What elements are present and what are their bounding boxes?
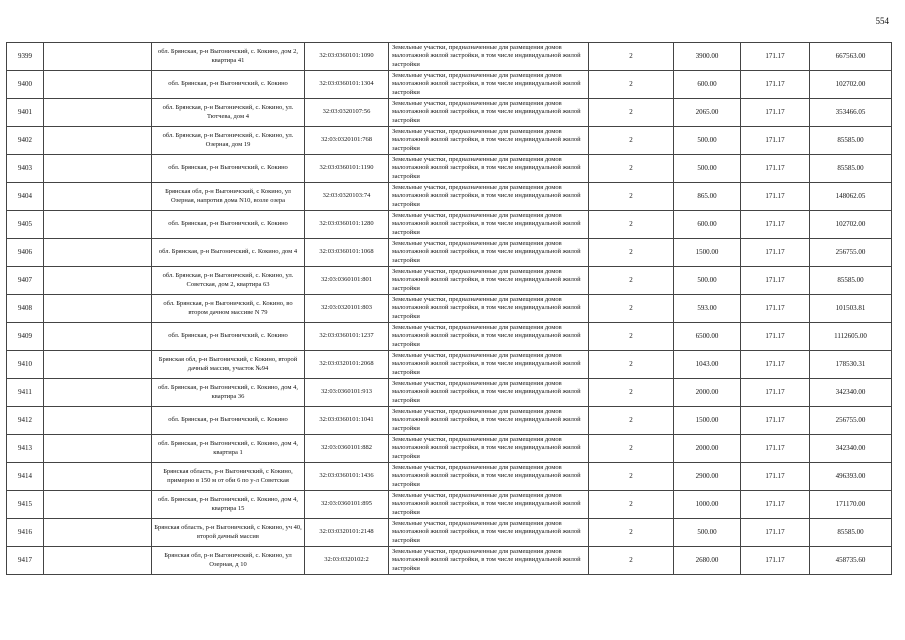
blank-cell <box>44 379 152 407</box>
cadastral-value-cell: 102702.00 <box>810 71 892 99</box>
area-cell: 865.00 <box>674 183 741 211</box>
table-row <box>7 71 892 99</box>
blank-cell <box>44 239 152 267</box>
address-cell: обл. Брянская, р-н Выгоничский, с. Кокино, дом 4, квартира 1 <box>152 435 305 463</box>
category-cell: 2 <box>589 99 674 127</box>
area-cell: 600.00 <box>674 71 741 99</box>
blank-cell <box>44 323 152 351</box>
land-use-cell: Земельные участки, предназначенные для размещения домов малоэтажной жилой застройки, в том числе индивидуальной жилой застройки <box>389 71 589 99</box>
cadastral-number-cell: 32:03:0320107:56 <box>305 99 389 127</box>
category-cell: 2 <box>589 183 674 211</box>
area-cell: 500.00 <box>674 519 741 547</box>
area-cell: 1500.00 <box>674 239 741 267</box>
address-cell: обл. Брянская, р-н Выгоничский, с. Кокино, ул. Советская, дом 2, квартира 63 <box>152 267 305 295</box>
address-cell: обл. Брянская, р-н Выгоничский, с. Кокино <box>152 323 305 351</box>
unit-price-cell: 171.17 <box>741 379 810 407</box>
cadastral-number-cell: 32:03:0320101:2148 <box>305 519 389 547</box>
land-use-cell: Земельные участки, предназначенные для размещения домов малоэтажной жилой застройки, в том числе индивидуальной жилой застройки <box>389 267 589 295</box>
cadastral-value-cell: 148062.05 <box>810 183 892 211</box>
unit-price-cell: 171.17 <box>741 351 810 379</box>
table-row <box>7 407 892 435</box>
blank-cell <box>44 43 152 71</box>
area-cell: 2900.00 <box>674 463 741 491</box>
cadastral-number-cell: 32:03:0320103:74 <box>305 183 389 211</box>
category-cell: 2 <box>589 379 674 407</box>
table-row <box>7 463 892 491</box>
land-use-cell: Земельные участки, предназначенные для размещения домов малоэтажной жилой застройки, в том числе индивидуальной жилой застройки <box>389 351 589 379</box>
category-cell: 2 <box>589 519 674 547</box>
area-cell: 2000.00 <box>674 435 741 463</box>
row-number-cell: 9412 <box>7 407 44 435</box>
table-row <box>7 519 892 547</box>
row-number-cell: 9399 <box>7 43 44 71</box>
address-cell: обл. Брянская, р-н Выгоничский, с. Кокино <box>152 407 305 435</box>
category-cell: 2 <box>589 239 674 267</box>
cadastral-value-cell: 85585.00 <box>810 155 892 183</box>
blank-cell <box>44 155 152 183</box>
area-cell: 3900.00 <box>674 43 741 71</box>
table-row <box>7 155 892 183</box>
table-row <box>7 323 892 351</box>
cadastral-number-cell: 32:03:0360101:1041 <box>305 407 389 435</box>
cadastral-number-cell: 32:03:0360101:895 <box>305 491 389 519</box>
cadastral-number-cell: 32:03:0320102:2 <box>305 547 389 575</box>
row-number-cell: 9417 <box>7 547 44 575</box>
blank-cell <box>44 71 152 99</box>
land-use-cell: Земельные участки, предназначенные для размещения домов малоэтажной жилой застройки, в том числе индивидуальной жилой застройки <box>389 183 589 211</box>
blank-cell <box>44 407 152 435</box>
table-row <box>7 295 892 323</box>
address-cell: обл. Брянская, р-н Выгоничский, с. Кокино, дом 4, квартира 36 <box>152 379 305 407</box>
address-cell: Брянская область, р-н Выгоничский, с Кокино, примерно в 150 м от оби 6 по у-л Советская <box>152 463 305 491</box>
land-use-cell: Земельные участки, предназначенные для размещения домов малоэтажной жилой застройки, в том числе индивидуальной жилой застройки <box>389 547 589 575</box>
cadastral-value-cell: 342340.00 <box>810 435 892 463</box>
area-cell: 2065.00 <box>674 99 741 127</box>
category-cell: 2 <box>589 351 674 379</box>
cadastral-number-cell: 32:03:0320101:768 <box>305 127 389 155</box>
unit-price-cell: 171.17 <box>741 71 810 99</box>
area-cell: 500.00 <box>674 127 741 155</box>
row-number-cell: 9414 <box>7 463 44 491</box>
blank-cell <box>44 519 152 547</box>
row-number-cell: 9410 <box>7 351 44 379</box>
cadastral-value-cell: 256755.00 <box>810 407 892 435</box>
cadastral-number-cell: 32:03:0360101:801 <box>305 267 389 295</box>
unit-price-cell: 171.17 <box>741 267 810 295</box>
row-number-cell: 9402 <box>7 127 44 155</box>
cadastral-number-cell: 32:03:0360101:1190 <box>305 155 389 183</box>
row-number-cell: 9401 <box>7 99 44 127</box>
address-cell: обл. Брянская, р-н Выгоничский, с. Кокино, дом 4 <box>152 239 305 267</box>
category-cell: 2 <box>589 435 674 463</box>
cadastral-value-cell: 85585.00 <box>810 127 892 155</box>
unit-price-cell: 171.17 <box>741 295 810 323</box>
address-cell: обл. Брянская, р-н Выгоничский, с. Кокино <box>152 211 305 239</box>
row-number-cell: 9415 <box>7 491 44 519</box>
table-row <box>7 211 892 239</box>
blank-cell <box>44 463 152 491</box>
area-cell: 1043.00 <box>674 351 741 379</box>
cadastral-number-cell: 32:03:0360101:1436 <box>305 463 389 491</box>
land-use-cell: Земельные участки, предназначенные для размещения домов малоэтажной жилой застройки, в том числе индивидуальной жилой застройки <box>389 379 589 407</box>
table-row <box>7 267 892 295</box>
cadastral-number-cell: 32:03:0320101:2068 <box>305 351 389 379</box>
cadastral-number-cell: 32:03:0360101:1068 <box>305 239 389 267</box>
address-cell: обл. Брянская, р-н Выгоничский, с. Кокино, дом 4, квартира 15 <box>152 491 305 519</box>
area-cell: 6500.00 <box>674 323 741 351</box>
unit-price-cell: 171.17 <box>741 491 810 519</box>
land-use-cell: Земельные участки, предназначенные для размещения домов малоэтажной жилой застройки, в том числе индивидуальной жилой застройки <box>389 407 589 435</box>
area-cell: 600.00 <box>674 211 741 239</box>
cadastral-number-cell: 32:03:0360101:1090 <box>305 43 389 71</box>
cadastral-number-cell: 32:03:0360101:913 <box>305 379 389 407</box>
unit-price-cell: 171.17 <box>741 547 810 575</box>
address-cell: обл. Брянская, р-н Выгоничский, с. Кокино, дом 2, квартира 41 <box>152 43 305 71</box>
category-cell: 2 <box>589 547 674 575</box>
unit-price-cell: 171.17 <box>741 211 810 239</box>
cadastral-number-cell: 32:03:0360101:1280 <box>305 211 389 239</box>
unit-price-cell: 171.17 <box>741 183 810 211</box>
table-row <box>7 183 892 211</box>
cadastral-number-cell: 32:03:0360101:1237 <box>305 323 389 351</box>
address-cell: обл. Брянская, р-н Выгоничский, с. Кокино, ул. Тютчева, дом 4 <box>152 99 305 127</box>
cadastral-value-cell: 1112605.00 <box>810 323 892 351</box>
land-use-cell: Земельные участки, предназначенные для размещения домов малоэтажной жилой застройки, в том числе индивидуальной жилой застройки <box>389 519 589 547</box>
table-row <box>7 435 892 463</box>
land-use-cell: Земельные участки, предназначенные для размещения домов малоэтажной жилой застройки, в том числе индивидуальной жилой застройки <box>389 323 589 351</box>
address-cell: Брянская обл, р-н Выгоничский, с Кокино, ул Озерная, напротив дома N10, возле озера <box>152 183 305 211</box>
cadastral-value-cell: 171170.00 <box>810 491 892 519</box>
land-use-cell: Земельные участки, предназначенные для размещения домов малоэтажной жилой застройки, в том числе индивидуальной жилой застройки <box>389 491 589 519</box>
row-number-cell: 9407 <box>7 267 44 295</box>
table-row <box>7 547 892 575</box>
row-number-cell: 9413 <box>7 435 44 463</box>
category-cell: 2 <box>589 71 674 99</box>
land-use-cell: Земельные участки, предназначенные для размещения домов малоэтажной жилой застройки, в том числе индивидуальной жилой застройки <box>389 155 589 183</box>
blank-cell <box>44 211 152 239</box>
table-row <box>7 127 892 155</box>
land-use-cell: Земельные участки, предназначенные для размещения домов малоэтажной жилой застройки, в том числе индивидуальной жилой застройки <box>389 211 589 239</box>
blank-cell <box>44 547 152 575</box>
cadastral-value-cell: 496393.00 <box>810 463 892 491</box>
row-number-cell: 9400 <box>7 71 44 99</box>
category-cell: 2 <box>589 463 674 491</box>
row-number-cell: 9406 <box>7 239 44 267</box>
land-plots-table <box>6 42 892 575</box>
row-number-cell: 9404 <box>7 183 44 211</box>
unit-price-cell: 171.17 <box>741 407 810 435</box>
category-cell: 2 <box>589 155 674 183</box>
row-number-cell: 9409 <box>7 323 44 351</box>
row-number-cell: 9416 <box>7 519 44 547</box>
land-use-cell: Земельные участки, предназначенные для размещения домов малоэтажной жилой застройки, в том числе индивидуальной жилой застройки <box>389 43 589 71</box>
address-cell: Брянская обл, р-н Выгоничский, с Кокино, второй дачный массив, участок №94 <box>152 351 305 379</box>
area-cell: 1000.00 <box>674 491 741 519</box>
cadastral-number-cell: 32:03:0360101:1304 <box>305 71 389 99</box>
cadastral-value-cell: 85585.00 <box>810 267 892 295</box>
category-cell: 2 <box>589 267 674 295</box>
page-number: 554 <box>875 16 889 26</box>
row-number-cell: 9408 <box>7 295 44 323</box>
row-number-cell: 9403 <box>7 155 44 183</box>
land-use-cell: Земельные участки, предназначенные для размещения домов малоэтажной жилой застройки, в том числе индивидуальной жилой застройки <box>389 463 589 491</box>
unit-price-cell: 171.17 <box>741 127 810 155</box>
cadastral-number-cell: 32:03:0360101:882 <box>305 435 389 463</box>
blank-cell <box>44 183 152 211</box>
blank-cell <box>44 435 152 463</box>
unit-price-cell: 171.17 <box>741 519 810 547</box>
unit-price-cell: 171.17 <box>741 155 810 183</box>
unit-price-cell: 171.17 <box>741 463 810 491</box>
cadastral-number-cell: 32:03:0320101:803 <box>305 295 389 323</box>
category-cell: 2 <box>589 127 674 155</box>
blank-cell <box>44 267 152 295</box>
row-number-cell: 9411 <box>7 379 44 407</box>
area-cell: 2680.00 <box>674 547 741 575</box>
address-cell: обл. Брянская, р-н Выгоничский, с. Кокино, ул. Озерная, дом 19 <box>152 127 305 155</box>
blank-cell <box>44 127 152 155</box>
table-row <box>7 379 892 407</box>
land-use-cell: Земельные участки, предназначенные для размещения домов малоэтажной жилой застройки, в том числе индивидуальной жилой застройки <box>389 295 589 323</box>
cadastral-value-cell: 102702.00 <box>810 211 892 239</box>
category-cell: 2 <box>589 491 674 519</box>
area-cell: 593.00 <box>674 295 741 323</box>
address-cell: обл. Брянская, р-н Выгоничский, с. Кокино <box>152 71 305 99</box>
table-row <box>7 43 892 71</box>
cadastral-value-cell: 178530.31 <box>810 351 892 379</box>
unit-price-cell: 171.17 <box>741 323 810 351</box>
category-cell: 2 <box>589 211 674 239</box>
unit-price-cell: 171.17 <box>741 239 810 267</box>
blank-cell <box>44 295 152 323</box>
cadastral-value-cell: 101503.81 <box>810 295 892 323</box>
address-cell: Брянская область, р-н Выгоничский, с Кокино, уч 40, второй дачный массив <box>152 519 305 547</box>
table-body <box>7 43 892 575</box>
category-cell: 2 <box>589 295 674 323</box>
blank-cell <box>44 99 152 127</box>
cadastral-value-cell: 256755.00 <box>810 239 892 267</box>
category-cell: 2 <box>589 43 674 71</box>
address-cell: обл. Брянская, р-н Выгоничский, с. Кокино <box>152 155 305 183</box>
blank-cell <box>44 491 152 519</box>
land-use-cell: Земельные участки, предназначенные для размещения домов малоэтажной жилой застройки, в том числе индивидуальной жилой застройки <box>389 127 589 155</box>
cadastral-value-cell: 353466.05 <box>810 99 892 127</box>
table-row <box>7 351 892 379</box>
row-number-cell: 9405 <box>7 211 44 239</box>
cadastral-value-cell: 85585.00 <box>810 519 892 547</box>
unit-price-cell: 171.17 <box>741 99 810 127</box>
area-cell: 1500.00 <box>674 407 741 435</box>
cadastral-value-cell: 342340.00 <box>810 379 892 407</box>
land-use-cell: Земельные участки, предназначенные для размещения домов малоэтажной жилой застройки, в том числе индивидуальной жилой застройки <box>389 239 589 267</box>
address-cell: обл. Брянская, р-н Выгоничский, с. Кокино, во втором дачном массиве N 79 <box>152 295 305 323</box>
land-use-cell: Земельные участки, предназначенные для размещения домов малоэтажной жилой застройки, в том числе индивидуальной жилой застройки <box>389 99 589 127</box>
land-use-cell: Земельные участки, предназначенные для размещения домов малоэтажной жилой застройки, в том числе индивидуальной жилой застройки <box>389 435 589 463</box>
category-cell: 2 <box>589 323 674 351</box>
unit-price-cell: 171.17 <box>741 435 810 463</box>
area-cell: 500.00 <box>674 155 741 183</box>
area-cell: 500.00 <box>674 267 741 295</box>
cadastral-value-cell: 458735.60 <box>810 547 892 575</box>
cadastral-value-cell: 667563.00 <box>810 43 892 71</box>
table-row <box>7 239 892 267</box>
address-cell: Брянская обл, р-н Выгоничский, с. Кокино, ул Озерная, д 10 <box>152 547 305 575</box>
area-cell: 2000.00 <box>674 379 741 407</box>
table-row <box>7 491 892 519</box>
category-cell: 2 <box>589 407 674 435</box>
unit-price-cell: 171.17 <box>741 43 810 71</box>
blank-cell <box>44 351 152 379</box>
table-row <box>7 99 892 127</box>
